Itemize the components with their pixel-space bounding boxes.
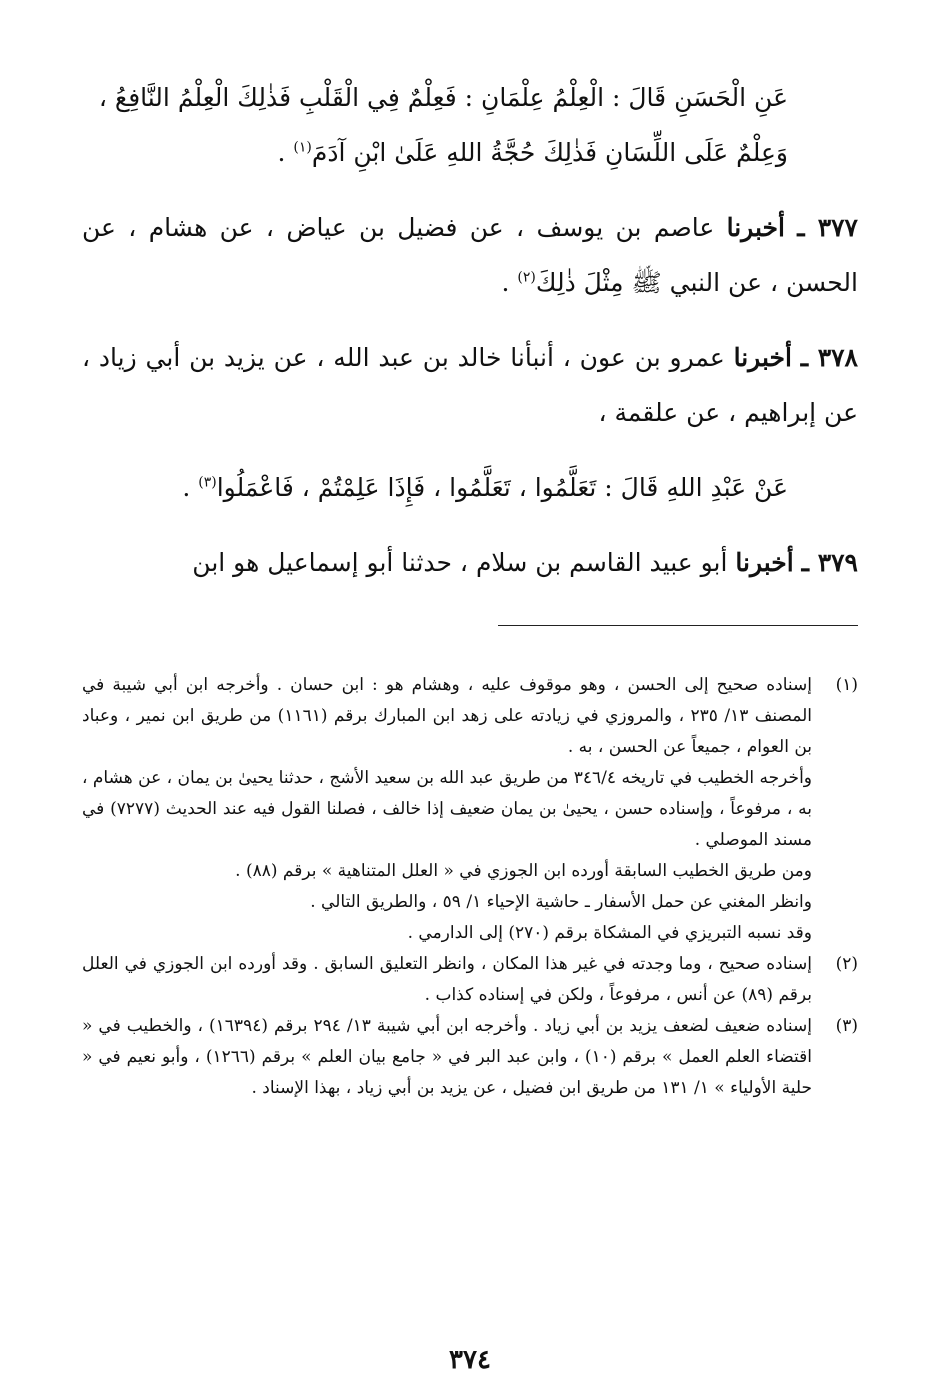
footnote-line: إسناده صحيح ، وما وجدته في غير هذا المكان ، وانظر التعليق السابق . وقد أورده ابن الجوزي في العلل برقم (٨٩) عن أنس ، مرفوعاً ، ولكن في إسناده كذاب .: [82, 954, 812, 1005]
footnotes: [82, 670, 858, 1104]
athar-hasan-line2: وَعِلْمٌ عَلَى اللِّسَانِ فَذٰلِكَ حُجَّةُ اللهِ عَلَىٰ ابْنِ آدَمَ: [311, 138, 788, 167]
footnote-ref-2[interactable]: (٢): [517, 269, 536, 286]
akhbarana-keyword: أخبرنا: [726, 213, 785, 242]
hadith-number: ٣٧٨ ـ: [800, 343, 858, 372]
footnote-line: وأخرجه الخطيب في تاريخه ٣٤٦/٤ من طريق عبد الله بن سعيد الأشج ، حدثنا يحيىٰ بن يمان ، عن هشام ، به ، مرفوعاً ، وإسناده حسن ، يحيىٰ بن يمان ضعيف إذا خالف ، فصلنا القول فيه عند الحديث (٧٢٧٧) في مسند الموصلي .: [82, 768, 812, 850]
footnote-line: إسناده صحيح إلى الحسن ، وهو موقوف عليه ، وهشام هو : ابن حسان . وأخرجه ابن أبي شيبة في المصنف ١٣/ ٢٣٥ ، والمروزي في زيادته على زهد ابن المبارك برقم (١١٦١) من طريق ابن نمير ، وعباد بن العوام ، جميعاً عن الحسن ، به .: [82, 675, 812, 757]
athar-hasan-line1: عَنِ الْحَسَنِ قَالَ : الْعِلْمُ عِلْمَانِ : فَعِلْمٌ فِي الْقَلْبِ فَذٰلِكَ الْعِلْمُ النَّافِعُ ،: [98, 83, 788, 112]
period: .: [182, 473, 199, 502]
footnote-line: إسناده ضعيف لضعف يزيد بن أبي زياد . وأخرجه ابن أبي شيبة ١٣/ ٢٩٤ برقم (١٦٣٩٤) ، والخطيب في « اقتضاء العلم العمل » برقم (١٠) ، وابن عبد البر في « جامع بيان العلم » برقم (١٢٦٦) ، وأبو نعيم في « حلية الأولياء » ١/ ١٣١ من طريق ابن فضيل ، عن يزيد بن أبي زياد ، بهذا الإسناد .: [82, 1016, 812, 1098]
footnote-1: [82, 670, 858, 949]
footnote-ref-1[interactable]: (١): [293, 139, 312, 156]
footnote-body: [82, 1011, 812, 1104]
akhbarana-keyword: أخبرنا: [735, 548, 794, 577]
footnote-2: [82, 949, 858, 1011]
hadith-text: عاصم بن يوسف ، عن فضيل بن عياض ، عن هشام ، عن الحسن ، عن النبي ﷺ مِثْلَ ذٰلِكَ: [82, 213, 858, 297]
footnote-label: (٢): [835, 954, 858, 974]
footnote-3: [82, 1011, 858, 1104]
hadith-377: [82, 200, 858, 310]
footnote-label: (١): [835, 675, 858, 695]
footnote-body: [82, 670, 812, 949]
footnote-ref-3[interactable]: (٣): [198, 474, 217, 491]
main-text: [82, 70, 858, 590]
footnote-separator: [498, 625, 858, 626]
footnote-line: وقد نسبه التبريزي في المشكاة برقم (٢٧٠) إلى الدارمي .: [407, 923, 812, 943]
period: .: [277, 138, 294, 167]
footnote-line: ومن طريق الخطيب السابقة أورده ابن الجوزي في « العلل المتناهية » برقم (٨٨) .: [235, 861, 812, 881]
akhbarana-keyword: أخبرنا: [733, 343, 792, 372]
hadith-text: أبو عبيد القاسم بن سلام ، حدثنا أبو إسماعيل هو ابن: [192, 548, 736, 577]
athar-text: عَنْ عَبْدِ اللهِ قَالَ : تَعَلَّمُوا ، تَعَلَّمُوا ، فَإِذَا عَلِمْتُمْ ، فَاعْمَلُوا: [216, 473, 788, 502]
footnote-label: (٣): [835, 1016, 858, 1036]
period: .: [501, 268, 518, 297]
hadith-number: ٣٧٧ ـ: [797, 213, 858, 242]
hadith-number: ٣٧٩ ـ: [801, 548, 858, 577]
page-number: ٣٧٤: [449, 1345, 491, 1375]
athar-hasan: [82, 70, 858, 180]
athar-abdullah: [82, 460, 858, 515]
book-page: [82, 70, 858, 1375]
hadith-379: [82, 535, 858, 590]
footnote-line: وانظر المغني عن حمل الأسفار ـ حاشية الإحياء ١/ ٥٩ ، والطريق التالي .: [310, 892, 812, 912]
hadith-text: عمرو بن عون ، أنبأنا خالد بن عبد الله ، عن يزيد بن أبي زياد ، عن إبراهيم ، عن علقمة ،: [82, 343, 858, 427]
hadith-378: [82, 330, 858, 440]
footnote-body: [82, 949, 812, 1011]
